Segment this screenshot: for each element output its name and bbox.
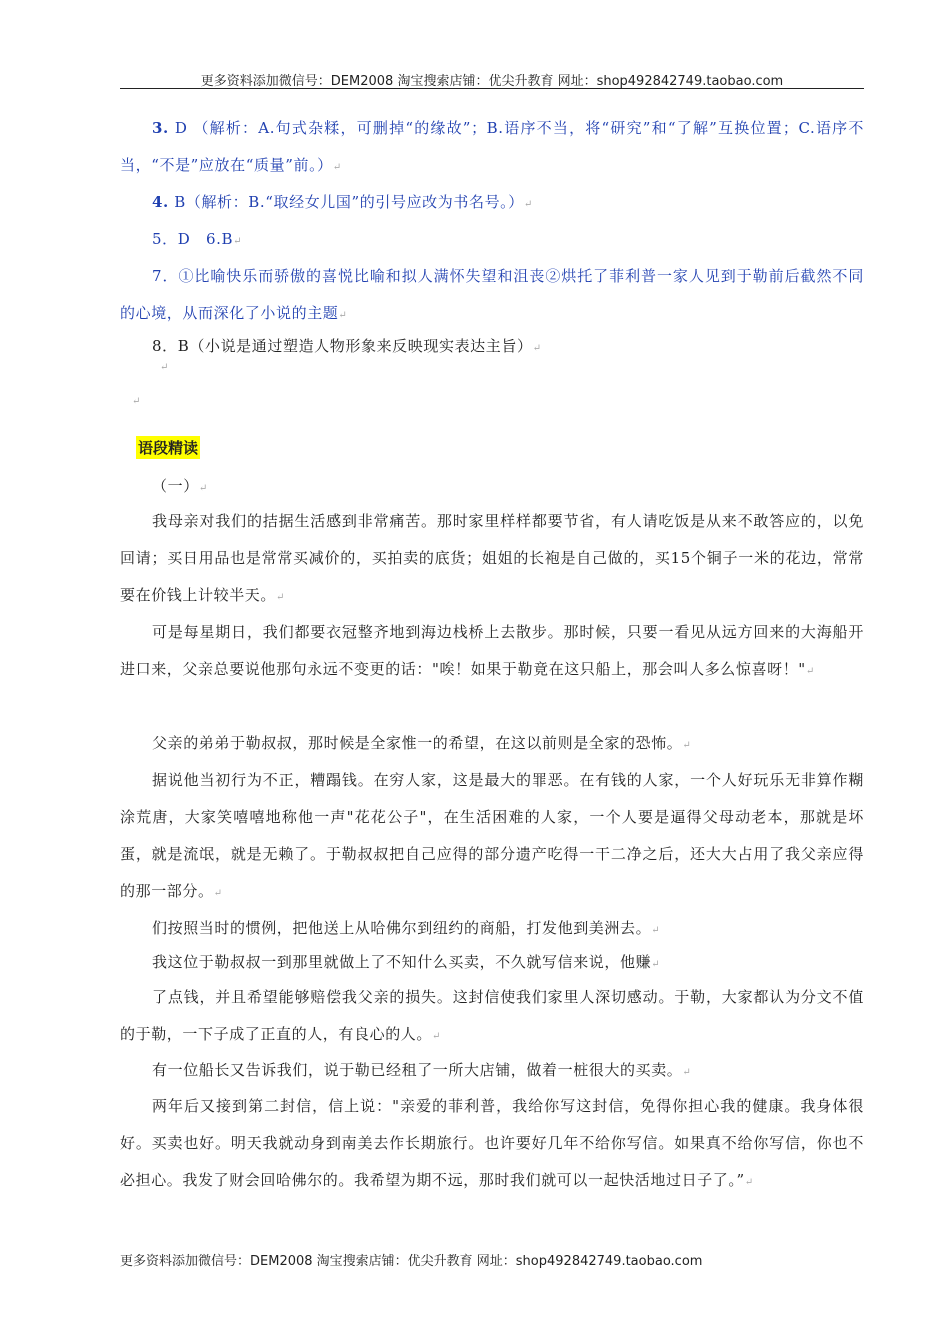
paragraph-mark: ↵	[160, 362, 169, 373]
header-divider	[120, 88, 864, 89]
answer-8: 8．B（小说是通过塑造人物形象来反映现实表达主旨）↵	[152, 337, 542, 355]
sub-title: （一）↵	[152, 477, 208, 495]
section-title: 语段精读	[136, 436, 200, 459]
paragraph-6: 我这位于勒叔叔一到那里就做上了不知什么买卖，不久就写信来说，他赚↵	[152, 953, 661, 971]
answer-7-text: 7．①比喻快乐而骄傲的喜悦比喻和拟人满怀失望和沮丧②烘托了菲利普一家人见到于勒前后截然不同的心境，从而深化了小说的主题	[120, 267, 864, 322]
answer-4: 4. B（解析：B.“取经女儿国”的引号应改为书名号。）↵	[152, 193, 533, 211]
paragraph-text: 两年后又接到第二封信，信上说："亲爱的菲利普，我给你写这封信，免得你担心我的健康。我身体很好。买卖也好。明天我就动身到南美去作长期旅行。也许要好几年不给你写信。如果真不给你写信，你也不必担心。我发了财会回哈佛尔的。我希望为期不远，那时我们就可以一起快活地过日子了。”	[120, 1097, 864, 1189]
page-header: 更多资料添加微信号：DEM2008 淘宝搜索店铺：优尖升教育 网址：shop492842749.taobao.com	[200, 74, 784, 89]
paragraph-5: 们按照当时的惯例，把他送上从哈佛尔到纽约的商船，打发他到美洲去。↵	[152, 919, 661, 937]
answer-3-text: D （解析：A.句式杂糅，可删掉“的缘故”；B.语序不当，将“研究”和“了解”互换位置；C.语序不当，“不是”应放在“质量”前。）	[120, 119, 864, 174]
paragraph-1: 我母亲对我们的拮据生活感到非常痛苦。那时家里样样都要节省，有人请吃饭是从来不敢答应的，以免回请；买日用品也是常常买减价的，买拍卖的底货；姐姐的长袍是自己做的，买15个铜子一米的花边，常常要在价钱上计较半天。↵	[120, 512, 864, 604]
paragraph-text: 有一位船长又告诉我们，说于勒已经租了一所大店铺，做着一桩很大的买卖。	[152, 1061, 683, 1079]
page-footer: 更多资料添加微信号：DEM2008 淘宝搜索店铺：优尖升教育 网址：shop492842749.taobao.com	[120, 1254, 703, 1269]
answer-4-text: B（解析：B.“取经女儿国”的引号应改为书名号。）	[168, 193, 524, 211]
paragraph-text: 可是每星期日，我们都要衣冠整齐地到海边栈桥上去散步。那时候，只要一看见从远方回来的大海船开进口来，父亲总要说他那句永远不变更的话："唉！如果于勒竟在这只船上，那会叫人多么惊喜呀！"	[120, 623, 864, 678]
answer-5-6: 5．D 6.B↵	[152, 230, 243, 248]
answer-4-number: 4.	[152, 193, 169, 211]
paragraph-2: 可是每星期日，我们都要衣冠整齐地到海边栈桥上去散步。那时候，只要一看见从远方回来的大海船开进口来，父亲总要说他那句永远不变更的话："唉！如果于勒竟在这只船上，那会叫人多么惊喜呀！"↵	[120, 623, 864, 678]
paragraph-text: 我母亲对我们的拮据生活感到非常痛苦。那时家里样样都要节省，有人请吃饭是从来不敢答应的，以免回请；买日用品也是常常买减价的，买拍卖的底货；姐姐的长袍是自己做的，买15个铜子一米的花边，常常要在价钱上计较半天。	[120, 512, 864, 604]
paragraph-9: 两年后又接到第二封信，信上说："亲爱的菲利普，我给你写这封信，免得你担心我的健康。我身体很好。买卖也好。明天我就动身到南美去作长期旅行。也许要好几年不给你写信。如果真不给你写信，你也不必担心。我发了财会回哈佛尔的。我希望为期不远，那时我们就可以一起快活地过日子了。”↵	[120, 1097, 864, 1189]
paragraph-mark: ↵	[132, 396, 141, 407]
paragraph-4: 据说他当初行为不正，糟蹋钱。在穷人家，这是最大的罪恶。在有钱的人家，一个人好玩乐无非算作糊涂荒唐，大家笑嘻嘻地称他一声"花花公子"，在生活困难的人家，一个人要是逼得父母动老本，那就是坏蛋，就是流氓，就是无赖了。于勒叔叔把自己应得的部分遗产吃得一干二净之后，还大大占用了我父亲应得的那一部分。↵	[120, 771, 864, 900]
paragraph-text: 据说他当初行为不正，糟蹋钱。在穷人家，这是最大的罪恶。在有钱的人家，一个人好玩乐无非算作糊涂荒唐，大家笑嘻嘻地称他一声"花花公子"，在生活困难的人家，一个人要是逼得父母动老本，那就是坏蛋，就是流氓，就是无赖了。于勒叔叔把自己应得的部分遗产吃得一干二净之后，还大大占用了我父亲应得的那一部分。	[120, 771, 864, 900]
paragraph-3: 父亲的弟弟于勒叔叔，那时候是全家惟一的希望，在这以前则是全家的恐怖。↵	[152, 734, 692, 752]
answer-5-6-text: 5．D 6.B	[152, 230, 234, 248]
paragraph-8: 有一位船长又告诉我们，说于勒已经租了一所大店铺，做着一桩很大的买卖。↵	[152, 1061, 692, 1079]
paragraph-7: 了点钱，并且希望能够赔偿我父亲的损失。这封信使我们家里人深切感动。于勒，大家都认为分文不值的于勒，一下子成了正直的人，有良心的人。↵	[120, 988, 864, 1043]
answer-8-text: 8．B（小说是通过塑造人物形象来反映现实表达主旨）	[152, 337, 533, 355]
paragraph-text: 了点钱，并且希望能够赔偿我父亲的损失。这封信使我们家里人深切感动。于勒，大家都认为分文不值的于勒，一下子成了正直的人，有良心的人。	[120, 988, 864, 1043]
answer-3-number: 3.	[152, 119, 169, 137]
sub-title-text: （一）	[152, 477, 199, 495]
answer-7: 7．①比喻快乐而骄傲的喜悦比喻和拟人满怀失望和沮丧②烘托了菲利普一家人见到于勒前后截然不同的心境，从而深化了小说的主题↵	[120, 267, 864, 322]
paragraph-text: 父亲的弟弟于勒叔叔，那时候是全家惟一的希望，在这以前则是全家的恐怖。	[152, 734, 683, 752]
answer-3: 3. D （解析：A.句式杂糅，可删掉“的缘故”；B.语序不当，将“研究”和“了解”互换位置；C.语序不当，“不是”应放在“质量”前。）↵	[120, 119, 864, 174]
paragraph-text: 们按照当时的惯例，把他送上从哈佛尔到纽约的商船，打发他到美洲去。	[152, 919, 652, 937]
paragraph-text: 我这位于勒叔叔一到那里就做上了不知什么买卖，不久就写信来说，他赚	[152, 953, 652, 971]
